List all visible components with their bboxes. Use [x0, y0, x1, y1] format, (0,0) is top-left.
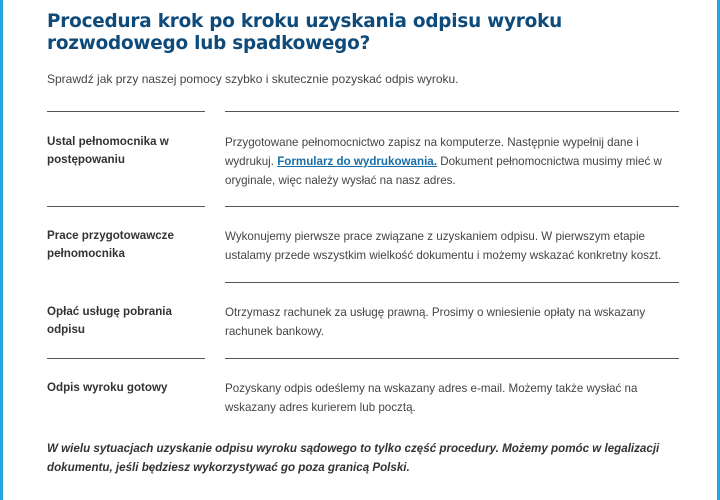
divider [47, 206, 205, 207]
page-title: Procedura krok po kroku uzyskania odpisu wyroku rozwodowego lub spadkowego? [47, 11, 563, 54]
step-description: Pozyskany odpis odeślemy na wskazany adres e-mail. Możemy także wysłać na wskazany adres kurierem lub pocztą. [225, 382, 638, 414]
divider [225, 206, 679, 207]
step-title: Ustal pełnomocnika w postępowaniu [47, 135, 169, 166]
divider [47, 358, 205, 359]
step-description-text: Przygotowane pełnomocnictwo zapisz na komputerze. Następnie wypełnij dane i wydrukuj. [225, 136, 639, 168]
step-description: Wykonujemy pierwsze prace związane z uzyskaniem odpisu. W pierwszym etapie ustalamy przede wszystkim wielkość dokumentu i możemy wskazać konkretny koszt. [225, 230, 662, 262]
step-title: Prace przygotowawcze pełnomocnika [47, 229, 174, 260]
footer-note: W wielu sytuacjach uzyskanie odpisu wyroku sądowego to tylko część procedury. Możemy pomóc w legalizacji dokumentu, jeśli będziesz wykorzystywać go poza granicą Polski. [47, 442, 660, 474]
divider [225, 282, 679, 283]
divider [47, 111, 205, 112]
intro-text: Sprawdź jak przy naszej pomocy szybko i skutecznie pozyskać odpis wyroku. [47, 72, 459, 86]
divider [225, 358, 679, 359]
step-description: Otrzymasz rachunek za usługę prawną. Prosimy o wniesienie opłaty na wskazany rachunek bankowy. [225, 306, 646, 338]
divider [225, 111, 679, 112]
step-title: Opłać usługę pobrania odpisu [47, 305, 172, 336]
step-description-text: Dokument pełnomocnictwa musimy mieć w oryginale, więc należy wysłać na nasz adres. [225, 155, 662, 187]
print-form-link[interactable]: Formularz do wydrukowania. [277, 155, 437, 168]
step-description [225, 133, 681, 190]
step-title: Odpis wyroku gotowy [47, 381, 168, 394]
